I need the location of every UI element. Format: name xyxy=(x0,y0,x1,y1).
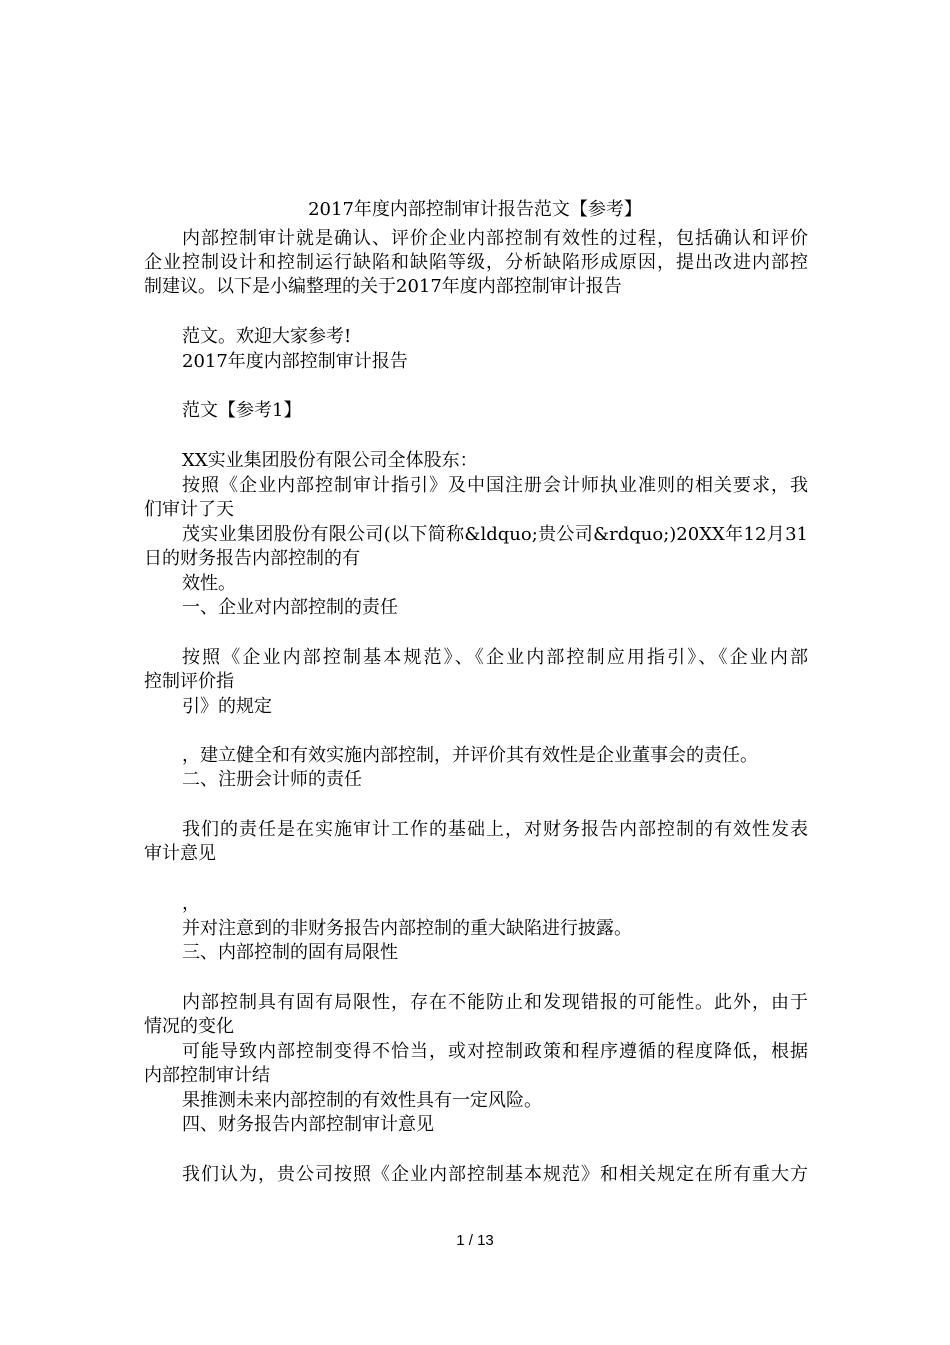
text-line: 2017年度内部控制审计报告 xyxy=(182,351,408,372)
text-line: 制建议。以下是小编整理的关于2017年度内部控制审计报告 xyxy=(144,276,622,297)
text-line: 效性。 xyxy=(182,573,236,594)
text-line: ，建立健全和有效实施内部控制，并评价其有效性是企业董事会的责任。 xyxy=(182,745,758,766)
text-line: 日的财务报告内部控制的有 xyxy=(144,548,360,569)
document-title: 2017年度内部控制审计报告范文【参考】 xyxy=(308,199,642,220)
text-line: 企业控制设计和控制运行缺陷和缺陷等级，分析缺陷形成原因，提出改进内部控 xyxy=(144,252,808,273)
text-line: 内部控制具有固有局限性，存在不能防止和发现错报的可能性。此外，由于 xyxy=(182,992,808,1013)
text-line: 可能导致内部控制变得不恰当，或对控制政策和程序遵循的程度降低，根据 xyxy=(182,1041,808,1062)
text-line: 内部控制审计结 xyxy=(144,1065,270,1086)
text-line: 我们的责任是在实施审计工作的基础上，对财务报告内部控制的有效性发表 xyxy=(182,819,808,840)
text-line: 我们认为，贵公司按照《企业内部控制基本规范》和相关规定在所有重大方 xyxy=(182,1164,808,1185)
text-line: XX实业集团股份有限公司全体股东： xyxy=(182,450,478,471)
section-heading: 三、内部控制的固有局限性 xyxy=(182,942,398,963)
text-line: 按照《企业内部控制基本规范》、《企业内部控制应用指引》、《企业内部 xyxy=(182,647,808,668)
text-line: 审计意见 xyxy=(144,843,216,864)
text-line: 范文。欢迎大家参考! xyxy=(182,326,352,347)
text-line: 按照《企业内部控制审计指引》及中国注册会计师执业准则的相关要求，我 xyxy=(182,475,808,496)
text-line: 情况的变化 xyxy=(144,1016,234,1037)
text-line: 范文【参考1】 xyxy=(182,400,302,421)
page-number: 1 / 13 xyxy=(456,1232,494,1249)
text-line: 果推测未来内部控制的有效性具有一定风险。 xyxy=(182,1090,542,1111)
text-line: 内部控制审计就是确认、评价企业内部控制有效性的过程，包括确认和评价 xyxy=(182,228,808,249)
section-heading: 一、企业对内部控制的责任 xyxy=(182,597,398,618)
text-line: 控制评价指 xyxy=(144,671,234,692)
text-line: 们审计了天 xyxy=(144,499,234,520)
text-line: 茂实业集团股份有限公司(以下简称&ldquo;贵公司&rdquo;)20XX年12月31 xyxy=(182,524,808,545)
section-heading: 二、注册会计师的责任 xyxy=(182,769,362,790)
text-line: 并对注意到的非财务报告内部控制的重大缺陷进行披露。 xyxy=(182,918,632,939)
section-heading: 四、财务报告内部控制审计意见 xyxy=(182,1114,434,1135)
text-line: ， xyxy=(182,893,200,914)
text-line: 引》的规定 xyxy=(182,696,272,717)
